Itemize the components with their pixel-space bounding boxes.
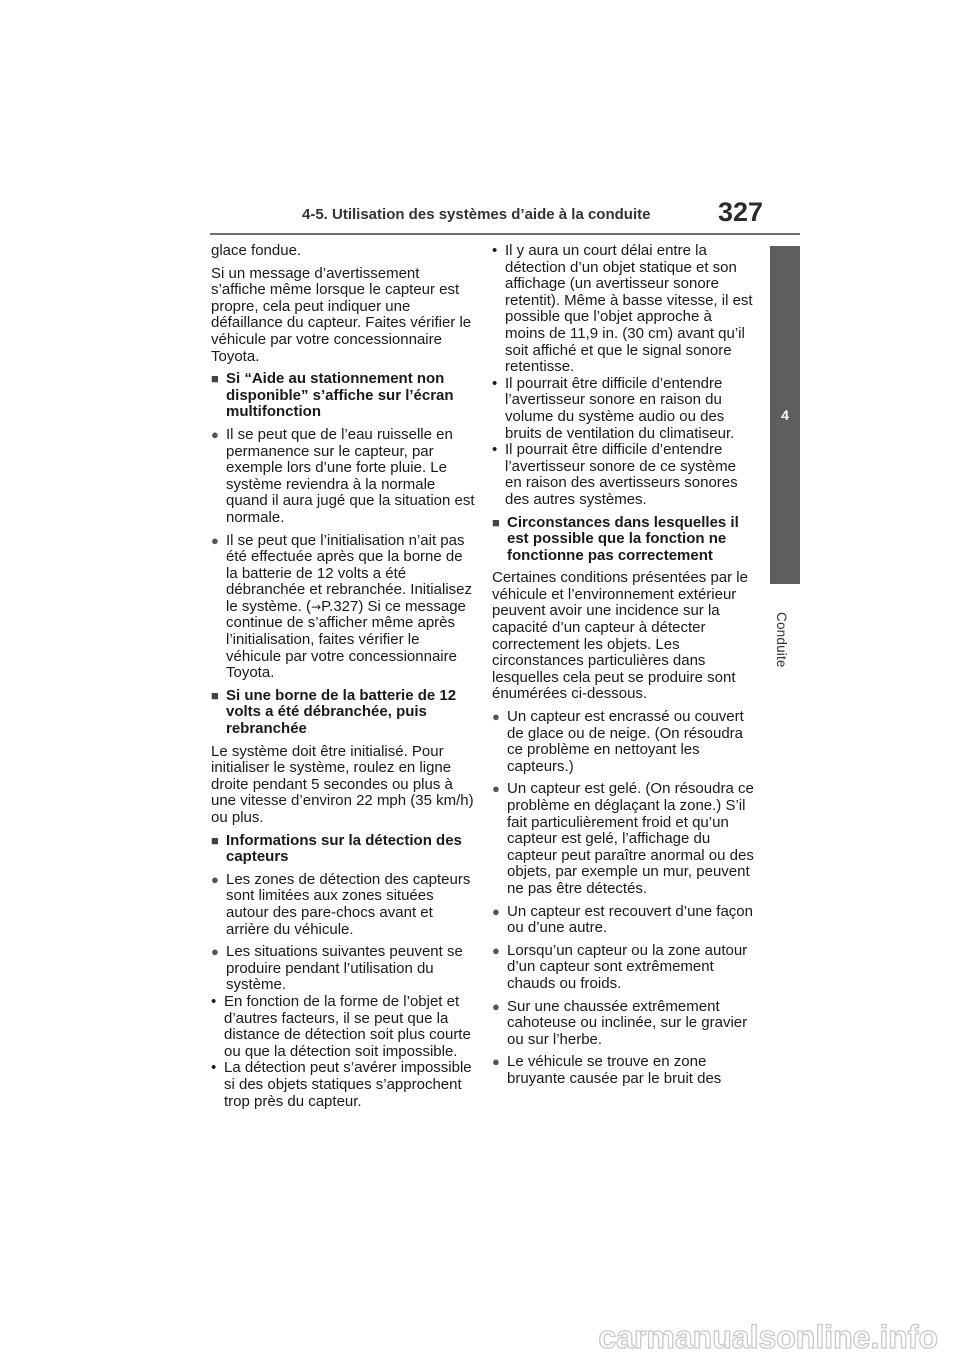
list-item-text-end: ) Si ce message continue de s’afficher même après l’initialisation, faites vérifier le véhicule par votre concessionnaire Toyota. (226, 597, 466, 682)
sub-list-item (492, 243, 754, 376)
list-item (492, 943, 754, 993)
sub-list-item (492, 442, 754, 508)
left-column (211, 243, 476, 1110)
right-column (492, 243, 754, 1094)
list-item-text: Lorsqu’un capteur ou la zone autour d’un capteur sont extrêmement chauds ou froids. (507, 941, 748, 992)
sub-item-text: En fonction de la forme de l’objet et d’autres facteurs, il se peut que la distance de détection soit plus courte ou que la détection soit impossible. (224, 992, 471, 1060)
heading-text: Si une borne de la batterie de 12 volts a été débranchée, puis rebranchée (226, 686, 457, 738)
heading-text: Informations sur la détection des capteurs (226, 831, 462, 866)
intro-text: glace fondue. (211, 242, 302, 259)
sub-item-text: Il pourrait être difficile d’entendre l’avertisseur sonore de ce système en raison des avertisseurs sonores des autres systèmes. (505, 441, 738, 508)
warning-paragraph: Si un message d’avertissement s’affiche même lorsque le capteur est propre, cela peut indiquer une défaillance du capteur. Faites vérifier le véhicule par votre concessionnaire Toyota. (211, 264, 472, 365)
list-item (211, 944, 476, 994)
round-bullet-icon: ● (492, 781, 500, 797)
section-heading (211, 371, 476, 421)
body-paragraph: Certaines conditions présentées par le véhicule et l’environnement extérieur peuvent avoir une incidence sur la capacité d’un capteur à détecter correctement les objets. Les circonstances particulières dans lesquelles cela peut se produire sont énumérées ci-dessous. (492, 569, 748, 703)
sub-list-item (211, 994, 476, 1060)
list-item-text: Un capteur est gelé. (On résoudra ce problème en déglaçant la zone.) S’il fait particulièrement froid et qu’un capteur est gelé, l’affichage du capteur peut paraître anormal ou des objets, par exemple un mur, peuvent ne pas être détectés. (507, 780, 754, 897)
list-item-text: Les situations suivantes peuvent se produire pendant l’utilisation du système. (226, 943, 463, 994)
list-item-text: Un capteur est encrassé ou couvert de glace ou de neige. (On résoudra ce problème en nettoyant les capteurs.) (507, 708, 744, 775)
list-item (211, 533, 476, 682)
list-item (492, 709, 754, 775)
page-number: 327 (718, 197, 764, 227)
body-paragraph: Le système doit être initialisé. Pour initialiser le système, roulez en ligne droite pendant 5 secondes ou plus à une vitesse d’environ 22 mph (35 km/h) ou plus. (211, 742, 474, 826)
round-bullet-icon: ● (492, 1054, 500, 1070)
header-rule (210, 233, 800, 235)
section-heading (211, 688, 476, 738)
list-item (492, 781, 754, 897)
round-bullet-icon: ● (211, 426, 219, 442)
list-item-text: Les zones de détection des capteurs sont limitées aux zones situées autour des pare-chocs avant et arrière du véhicule. (226, 870, 471, 938)
section-heading (211, 833, 476, 866)
square-bullet-icon: ■ (211, 687, 219, 703)
small-bullet-icon: • (492, 242, 498, 259)
list-item-text: Un capteur est recouvert d’une façon ou d’une autre. (507, 902, 753, 937)
list-item-text: Le véhicule se trouve en zone bruyante causée par le bruit des (507, 1053, 722, 1087)
sub-list-item (211, 1060, 476, 1110)
small-bullet-icon: • (492, 441, 498, 459)
square-bullet-icon: ■ (211, 832, 219, 848)
small-bullet-icon: • (211, 992, 217, 1010)
watermark (0, 1318, 960, 1358)
small-bullet-icon: • (211, 1059, 217, 1077)
square-bullet-icon: ■ (211, 371, 219, 387)
round-bullet-icon: ● (492, 998, 500, 1014)
list-item-text: Sur une chaussée extrêmement cahoteuse ou inclinée, sur le gravier ou sur l’herbe. (507, 997, 748, 1048)
arrow-right-icon: → (311, 599, 322, 614)
sub-item-text: La détection peut s’avérer impossible si des objets statiques s’approchent trop près du capteur. (224, 1059, 472, 1110)
list-item-text (226, 533, 476, 682)
round-bullet-icon: ● (492, 942, 500, 958)
list-item-text: Il se peut que de l’eau ruisselle en permanence sur le capteur, par exemple lors d’une forte pluie. Le système reviendra à la normale quand il aura jugé que la situation est normale. (226, 425, 475, 526)
watermark-text: carmanualsonline.info (598, 1319, 938, 1355)
sub-list-item (492, 376, 754, 442)
chapter-label: Conduite (774, 612, 789, 668)
list-item (492, 1054, 754, 1087)
list-item (211, 872, 476, 938)
square-bullet-icon: ■ (492, 514, 500, 530)
round-bullet-icon: ● (492, 903, 500, 919)
round-bullet-icon: ● (211, 532, 219, 548)
sub-item-text: Il pourrait être difficile d’entendre l’avertisseur sonore en raison du volume du système audio ou des bruits de ventilation du climatiseur. (505, 374, 735, 442)
list-item (492, 904, 754, 937)
heading-text: Si “Aide au stationnement non disponible” s’affiche sur l’écran multifonction (226, 370, 454, 421)
list-item (492, 999, 754, 1049)
section-heading (492, 515, 754, 565)
small-bullet-icon: • (492, 374, 498, 392)
list-item-text-start: Il se peut que l’initialisation n’ait pas été effectuée après que la borne de la batterie de 12 volts a été débranchée et rebranchée. Initialisez le système. ( (226, 531, 472, 615)
round-bullet-icon: ● (492, 709, 500, 725)
chapter-tab[interactable] (770, 246, 800, 584)
heading-text: Circonstances dans lesquelles il est possible que la fonction ne fonctionne pas correctement (507, 513, 739, 564)
round-bullet-icon: ● (211, 871, 219, 887)
sub-item-text: Il y aura un court délai entre la détection d’un objet statique et son affichage (un avertisseur sonore retentit). Même à basse vitesse, il est possible que l’objet approche à moins de 11,9 in. (30 cm) avant qu’il soit affiché et que le signal sonore retentisse. (505, 242, 753, 376)
chapter-number: 4 (770, 246, 800, 584)
section-title: 4-5. Utilisation des systèmes d’aide à la conduite (302, 206, 651, 223)
page-reference-link[interactable]: P.327 (321, 597, 359, 615)
round-bullet-icon: ● (211, 944, 219, 960)
list-item (211, 427, 476, 527)
